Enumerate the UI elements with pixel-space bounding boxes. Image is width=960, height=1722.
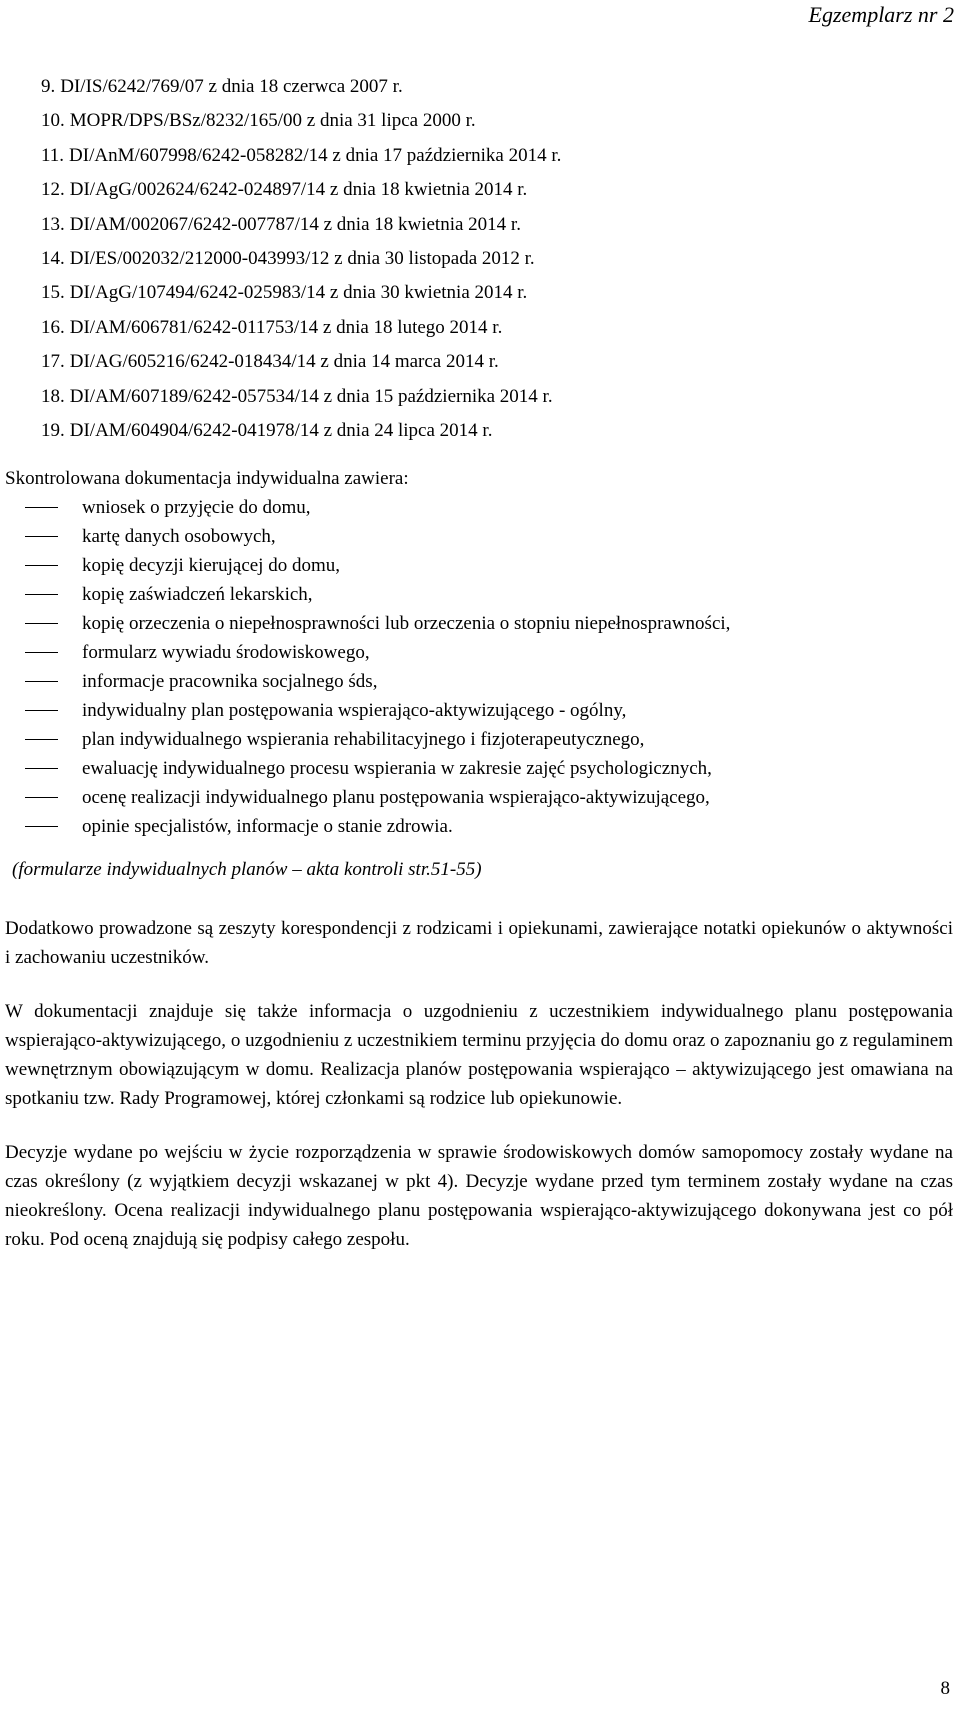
decision-list-item — [41, 380, 953, 414]
item-text: kartę danych osobowych, — [82, 526, 276, 548]
documentation-contents-item — [5, 609, 953, 638]
item-text: DI/AM/607189/6242-057534/14 z dnia 15 października 2014 r. — [69, 385, 553, 407]
item-number: 13. — [41, 213, 65, 235]
dash-bullet — [25, 652, 58, 653]
decision-list-item — [41, 311, 953, 345]
item-number: 11. — [41, 144, 65, 166]
item-text: ewaluację indywidualnego procesu wspierania w zakresie zajęć psychologicznych, — [82, 758, 712, 780]
decision-list-item — [41, 242, 953, 276]
item-number: 14. — [41, 248, 65, 270]
item-number: 12. — [41, 179, 65, 201]
decision-list-item — [41, 104, 953, 138]
item-number: 19. — [41, 420, 65, 442]
item-number: 10. — [41, 110, 65, 132]
decision-list-item — [41, 414, 953, 448]
item-text: DI/AG/605216/6242-018434/14 z dnia 14 marca 2014 r. — [69, 351, 499, 373]
dash-bullet — [25, 681, 58, 682]
decision-list-item — [41, 70, 953, 104]
files-reference-note: (formularze indywidualnych planów – akta kontroli str.51-55) — [12, 859, 482, 881]
item-text: MOPR/DPS/BSz/8232/165/00 z dnia 31 lipca 2000 r. — [69, 110, 476, 132]
item-text: kopię orzeczenia o niepełnosprawności lub orzeczenia o stopniu niepełnosprawności, — [82, 613, 731, 635]
decision-list-item — [41, 208, 953, 242]
dash-bullet — [25, 565, 58, 566]
item-text: formularz wywiadu środowiskowego, — [82, 642, 370, 664]
documentation-contents-item — [5, 638, 953, 667]
decision-list-item — [41, 139, 953, 173]
documentation-contents-item — [5, 812, 953, 841]
dash-bullet — [25, 623, 58, 624]
documentation-contents-item — [5, 551, 953, 580]
documentation-contents-item — [5, 667, 953, 696]
item-text: DI/AM/606781/6242-011753/14 z dnia 18 lutego 2014 r. — [69, 316, 503, 338]
document-body — [5, 70, 953, 1273]
item-text: DI/AgG/107494/6242-025983/14 z dnia 30 kwietnia 2014 r. — [69, 282, 528, 304]
item-text: DI/AnM/607998/6242-058282/14 z dnia 17 października 2014 r. — [69, 144, 562, 166]
dash-bullet — [25, 594, 58, 595]
documentation-contents-item — [5, 522, 953, 551]
documentation-contents-item — [5, 754, 953, 783]
dash-bullet — [25, 826, 58, 827]
item-text: DI/AM/604904/6242-041978/14 z dnia 24 lipca 2014 r. — [69, 420, 493, 442]
item-text: indywidualny plan postępowania wspierająco-aktywizującego - ogólny, — [82, 700, 627, 722]
item-text: plan indywidualnego wspierania rehabilitacyjnego i fizjoterapeutycznego, — [82, 729, 645, 751]
paragraph-plan-agreement: W dokumentacji znajduje się także informacja o uzgodnieniu z uczestnikiem indywidualnego planu postępowania wspierająco-aktywizującego, o uzgodnieniu z uczestnikiem terminu przyjęcia do domu oraz o zapoznaniu go z regulaminem wewnętrznym obowiązującym w domu. Realizacja planów postępowania wspierająco – aktywizującego jest omawiana na spotkaniu tzw. Rady Programowej, której członkami są rodzice lub opiekunowie. — [5, 1001, 953, 1110]
paragraph-correspondence: Dodatkowo prowadzone są zeszyty korespondencji z rodzicami i opiekunami, zawierające notatki opiekunów o aktywności i zachowaniu uczestników. — [5, 918, 953, 969]
dash-bullet — [25, 739, 58, 740]
item-number: 17. — [41, 351, 65, 373]
documentation-contents-item — [5, 725, 953, 754]
item-text: DI/AgG/002624/6242-024897/14 z dnia 18 kwietnia 2014 r. — [69, 179, 528, 201]
paragraph-decisions: Decyzje wydane po wejściu w życie rozporządzenia w sprawie środowiskowych domów samopomocy zostały wydane na czas określony (z wyjątkiem decyzji wskazanej w pkt 4). Decyzje wydane przed tym terminem zostały wydane na czas nieokreślony. Ocena realizacji indywidualnego planu postępowania wspierająco-aktywizującego dokonywana jest co pół roku. Pod oceną znajdują się podpisy całego zespołu. — [5, 1142, 953, 1251]
decision-list — [41, 70, 953, 448]
documentation-contents-item — [5, 696, 953, 725]
documentation-contents-list — [5, 493, 953, 841]
decision-list-item — [41, 345, 953, 379]
documentation-contents-item — [5, 783, 953, 812]
dash-bullet — [25, 768, 58, 769]
item-number: 16. — [41, 316, 65, 338]
dash-bullet — [25, 710, 58, 711]
item-text: DI/IS/6242/769/07 z dnia 18 czerwca 2007 r. — [60, 76, 403, 97]
item-number: 15. — [41, 282, 65, 304]
item-text: opinie specjalistów, informacje o stanie zdrowia. — [82, 816, 453, 838]
item-number: 9. — [41, 76, 56, 97]
item-text: kopię decyzji kierującej do domu, — [82, 555, 340, 577]
item-text: informacje pracownika socjalnego śds, — [82, 671, 378, 693]
copy-number-header: Egzemplarz nr 2 — [808, 2, 954, 27]
dash-bullet — [25, 797, 58, 798]
decision-list-item — [41, 276, 953, 310]
item-text: kopię zaświadczeń lekarskich, — [82, 584, 313, 606]
item-number: 18. — [41, 385, 65, 407]
item-text: ocenę realizacji indywidualnego planu postępowania wspierająco-aktywizującego, — [82, 787, 710, 809]
documentation-intro: Skontrolowana dokumentacja indywidualna zawiera: — [5, 468, 409, 490]
item-text: DI/ES/002032/212000-043993/12 z dnia 30 listopada 2012 r. — [69, 248, 535, 270]
dash-bullet — [25, 536, 58, 537]
item-text: wniosek o przyjęcie do domu, — [82, 497, 311, 519]
documentation-contents-item — [5, 493, 953, 522]
page-number: 8 — [940, 1678, 950, 1699]
documentation-contents-item — [5, 580, 953, 609]
dash-bullet — [25, 507, 58, 508]
decision-list-item — [41, 173, 953, 207]
item-text: DI/AM/002067/6242-007787/14 z dnia 18 kwietnia 2014 r. — [69, 213, 521, 235]
